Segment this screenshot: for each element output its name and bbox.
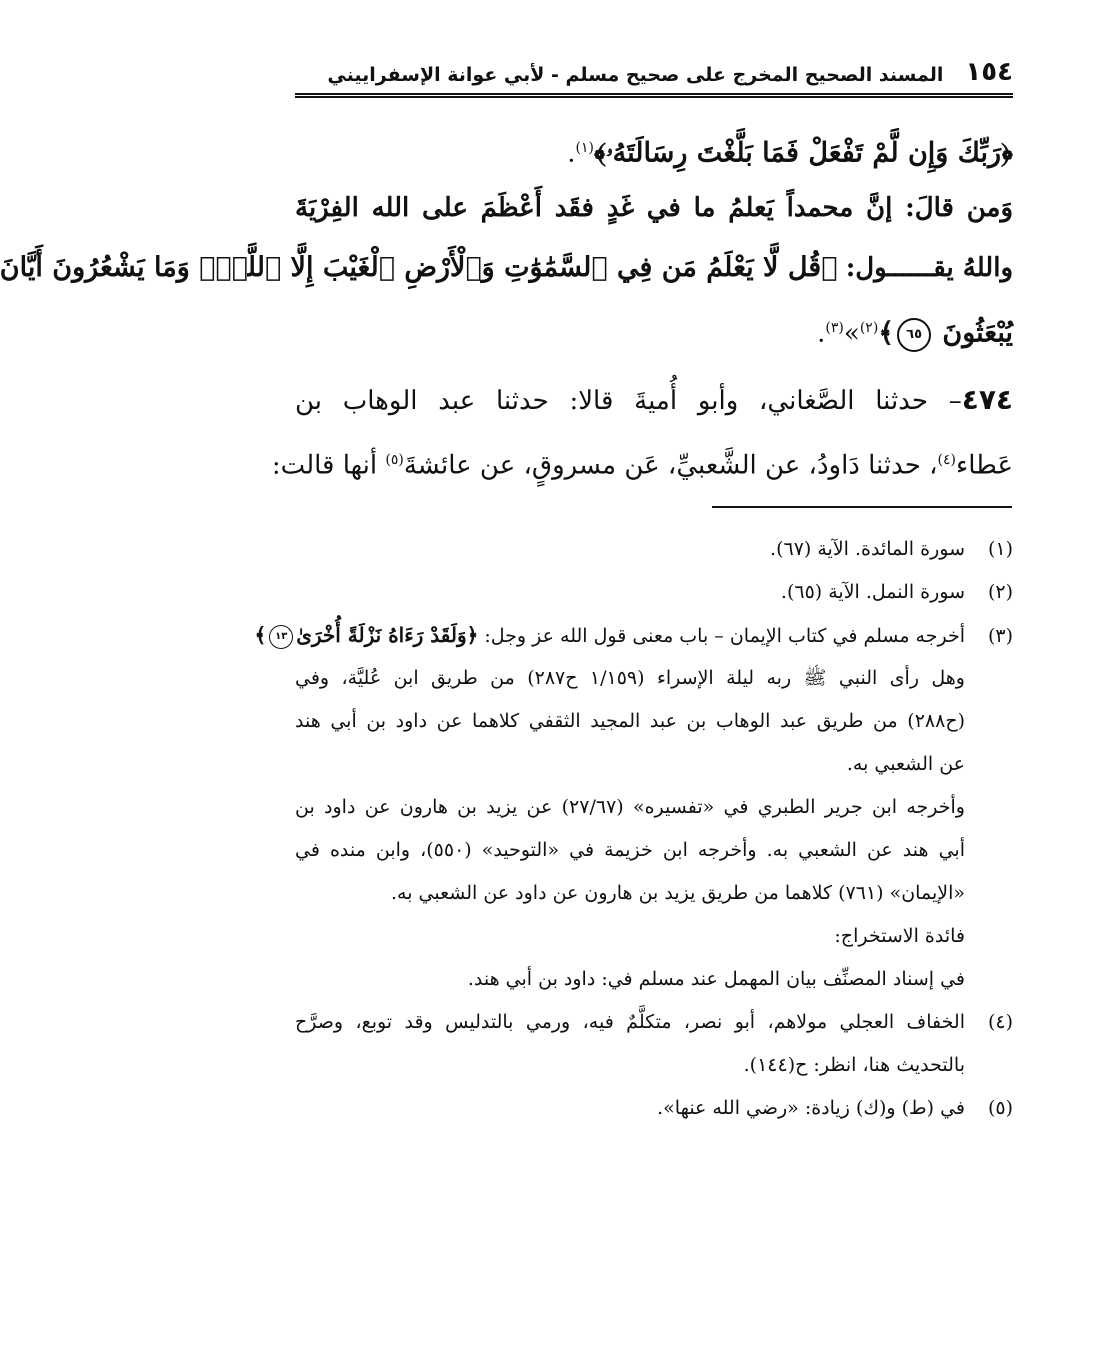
footnote-4-line-2: بالتحديث هنا، انظر: ح(١٤٤). — [743, 1054, 965, 1076]
footnote-ref-2: (٢) — [859, 320, 879, 336]
footnote-text: الخفاف العجلي مولاهم، أبو نصر، متكلَّمٌ فيه، ورمي بالتدليس وقد توبع، وصرَّح — [295, 1011, 965, 1033]
hadith-text-1: – حدثنا الصَّغاني، وأبو أُميةَ قالا: حدثنا عبد الوهاب بن — [295, 386, 962, 416]
footnote-3-line-4: عن الشعبي به. — [846, 753, 965, 775]
footnote-ref-4: (٤) — [937, 452, 956, 468]
footnote-ref-1: (١) — [575, 140, 594, 156]
footnote-1 — [295, 528, 1013, 571]
main-line-3 — [0, 238, 1013, 298]
quran-verse-naml: ﴿قُل لَّا يَعْلَمُ مَن فِي ٱلسَّمَٰوَٰتِ وَٱلْأَرْضِ ٱلْغَيْبَ إِلَّا ٱللَّهُۚ وَمَا يَشْعُرُونَ أَيَّانَ — [0, 252, 838, 283]
hadith-text-2b: ، حدثنا دَاودُ، عن الشَّعبيِّ، عَن مسروقٍ، عن عائشةَ — [403, 450, 938, 481]
closing-quote: » — [843, 318, 860, 349]
footnotes — [254, 528, 1013, 1130]
footnote-number: (٢) — [987, 581, 1013, 603]
footnote-3-line-9: في إسناد المصنِّف بيان المهمل عند مسلم في: داود بن أبي هند. — [467, 968, 965, 990]
footnote-ref-5: (٥) — [385, 452, 404, 468]
footnote-text: أخرجه مسلم في كتاب الإيمان – باب معنى قول الله عز وجل: — [484, 625, 965, 647]
hadith-text-2c: أنها قالت: — [271, 450, 378, 481]
ayah-number-mark: ١٣ — [269, 625, 293, 649]
line-end-mark: . — [817, 318, 826, 349]
footnote-number: (٥) — [987, 1097, 1013, 1119]
footnote-3-line-1 — [254, 614, 1013, 657]
footnote-4-line-1 — [295, 1001, 1013, 1044]
footnote-3-line-5: وأخرجه ابن جرير الطبري في «تفسيره» (٢٧/٦٧) عن يزيد بن هارون عن داود بن — [295, 796, 965, 818]
quran-verse-maidah: ﴿رَبِّكَ وَإِن لَّمْ تَفْعَلْ فَمَا بَلَّغْتَ رِسَالَتَهُۥ﴾ — [593, 137, 1013, 169]
footnote-3-line-2: وهل رأى النبي ﷺ ربه ليلة الإسراء (١/١٥٩ ح٢٨٧) من طريق ابن عُليَّة، وفي — [295, 667, 965, 689]
footnote-2 — [295, 571, 1013, 614]
footnote-number: (١) — [987, 538, 1013, 560]
footnote-divider — [712, 506, 1012, 508]
hadith-line-2 — [271, 430, 1013, 490]
footnote-5 — [295, 1087, 1013, 1130]
footnote-3-line-3: (ح٢٨٨) من طريق عبد الوهاب بن عبد المجيد الثقفي كلاهما عن داود بن أبي هند — [295, 710, 965, 732]
footnote-3-line-8: فائدة الاستخراج: — [834, 925, 965, 947]
hadith-text-2a: عَطاء — [956, 450, 1013, 481]
footnote-text: سورة المائدة. الآية (٦٧). — [770, 538, 965, 560]
quran-close-bracket: ﴾ — [254, 623, 267, 647]
main-line-4 — [295, 298, 1013, 358]
quran-verse-naml-end: يُبْعَثُونَ — [942, 317, 1013, 349]
quote-intro: واللهُ يقــــــول: — [845, 253, 1013, 283]
footnote-3-line-6: أبي هند عن الشعبي به. وأخرجه ابن خزيمة في «التوحيد» (٥٥٠)، وابن منده في — [295, 839, 965, 861]
running-header — [295, 52, 1013, 98]
main-line-2: وَمن قالَ: إنَّ محمداً يَعلمُ ما في غَدٍ فقَد أَعْظَمَ على الله الفِرْيَةَ — [295, 193, 1013, 223]
footnote-text: في (ط) و(ك) زيادة: «رضي الله عنها». — [657, 1097, 965, 1119]
footnote-text: سورة النمل. الآية (٦٥). — [780, 581, 965, 603]
hadith-number: ٤٧٤ — [961, 383, 1014, 416]
footnote-3-line-7: «الإيمان» (٧٦١) كلاهما من طريق يزيد بن هارون عن داود عن الشعبي به. — [390, 882, 965, 904]
hadith-line-1 — [295, 370, 1013, 430]
main-text — [0, 118, 1014, 490]
ayah-number-mark: ٦٥ — [897, 318, 931, 352]
page-number: ١٥٤ — [965, 57, 1013, 87]
footnote-ref-3: (٣) — [825, 320, 844, 336]
footnote-number: (٣) — [987, 625, 1013, 647]
running-title: المسند الصحيح المخرج على صحيح مسلم - لأبي عوانة الإسفراييني — [327, 64, 944, 86]
line-end-mark: . — [567, 138, 576, 169]
footnote-number: (٤) — [987, 1011, 1013, 1033]
main-line-1 — [295, 118, 1013, 178]
quran-verse-najm: ﴿وَلَقَدْ رَءَاهُ نَزْلَةً أُخْرَىٰ — [296, 623, 479, 647]
quran-close-bracket: ﴾ — [878, 317, 895, 349]
